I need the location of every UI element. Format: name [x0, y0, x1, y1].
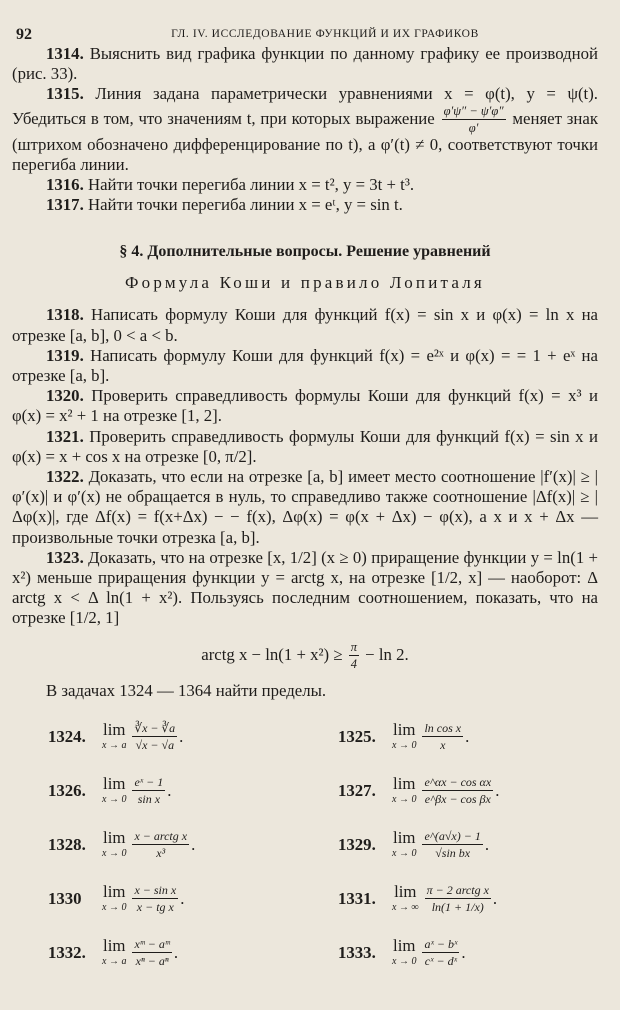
lim-subscript: x → 0	[102, 902, 127, 914]
lim-word: lim	[103, 828, 126, 848]
problem-number: 1325.	[338, 726, 376, 746]
limit-problem-1329: 1329. lim x → 0 $\frac{e\^{}(a√x) - 1}{\text{√sin bx}}$ .	[338, 828, 490, 861]
formula-left: arctg x − ln(1 + x²) ≥	[201, 644, 343, 664]
problem-text: Проверить справедливость формулы Коши для функций f(x) = x³ и φ(x) = x² + 1 на отрезке [1, 2].	[12, 386, 598, 426]
fraction	[422, 830, 482, 859]
fraction-numerator: eˣ − 1	[134, 775, 164, 790]
lim-word: lim	[103, 720, 126, 740]
limit-problem-1332: 1332. lim x → a $\frac{\text{xᵐ − aᵐ}}{\text{xⁿ − aⁿ}}$ .	[48, 936, 179, 969]
problem-text-continued: меняет знак (штрихом обозначено дифференцирование по t), а φ′(t) ≠ 0, соответствуют точки перегиба линии.	[12, 108, 599, 174]
lim-subscript: x → 0	[392, 794, 417, 806]
lim-subscript: x → 0	[102, 794, 127, 806]
problem-1316	[12, 175, 598, 195]
fraction-denominator: e^βx − cos βx	[424, 792, 491, 807]
fraction-numerator: ∛x − ∛a	[134, 721, 176, 736]
fraction-denominator: φ′	[468, 121, 479, 136]
fraction	[132, 884, 178, 913]
problem-1314	[12, 44, 598, 84]
limit-problem-1328: 1328. lim x → 0 $\frac{\text{x − arctg x}}{\text{x³}}$ .	[48, 828, 196, 861]
fraction-denominator: √sin bx	[435, 846, 471, 861]
fraction-denominator: sin x	[137, 792, 161, 807]
limit-problem-1324: 1324. lim x → a $\frac{∛x - ∛a}{√x - √a}$ .	[48, 720, 184, 753]
problem-text: Написать формулу Коши для функций f(x) = e²ˣ и φ(x) = = 1 + eˣ на отрезке [a, b].	[12, 345, 598, 386]
problem-number: 1315.	[46, 84, 84, 104]
lim-operator	[392, 830, 416, 859]
fraction-numerator: x − sin x	[134, 883, 177, 898]
problem-1315	[12, 84, 598, 175]
fraction-numerator: π	[349, 641, 359, 657]
lim-word: lim	[393, 774, 416, 794]
limit-problem-1327: 1327. lim x → 0 $\frac{\text{e\textasciicircum{}αx − cos αx}}{\text{e\textasciicircum{}βx − cos βx}}$ .	[338, 774, 500, 807]
fraction-numerator: x − arctg x	[134, 829, 188, 844]
problem-text: Выяснить вид графика функции по данному графику ее производной (рис. 33).	[12, 44, 598, 84]
fraction	[422, 722, 463, 751]
problem-1321	[12, 427, 598, 467]
problem-1318	[12, 305, 598, 345]
problem-number: 1331.	[338, 888, 376, 908]
fraction-denominator: x − tg x	[136, 900, 174, 915]
section-heading: § 4. Дополнительные вопросы. Решение уравнений	[119, 243, 491, 261]
problem-number: 1323.	[46, 547, 84, 567]
lim-operator	[392, 938, 416, 967]
lim-subscript: x → 0	[102, 848, 127, 860]
problem-number: 1324.	[48, 726, 86, 746]
limit-problem-1325: 1325. lim x → 0 $\frac{\text{ln cos x}}{x}$ .	[338, 720, 470, 753]
problem-text: Проверить справедливость формулы Коши для функций f(x) = sin x и φ(x) = x + cos x на отрезке [0, π/2].	[12, 426, 598, 466]
fraction	[422, 776, 493, 805]
fraction-numerator: π − 2 arctg x	[426, 883, 489, 898]
problem-number: 1329.	[338, 834, 376, 854]
problem-text: Доказать, что если на отрезке [a, b] имеет место соотношение |f′(x)| ≥ |φ′(x)| и φ′(x) не обращается в нуль, то справедливо также соотношение |Δf(x)| ≥ |Δφ(x)|, где Δf(x) = f(x+Δx) − − f(x), Δφ(x) = φ(x + Δx) − φ(x), a x и x + Δx — произвольные точки отрезка [a, b].	[12, 467, 598, 547]
fraction-numerator: aˣ − bˣ	[424, 937, 458, 952]
fraction-numerator: e^(a√x) − 1	[424, 829, 481, 844]
problem-number: 1316.	[46, 175, 84, 195]
problem-number: 1328.	[48, 834, 86, 854]
fraction	[422, 938, 459, 967]
fraction-denominator: xⁿ − aⁿ	[135, 954, 169, 969]
lim-subscript: x → 0	[392, 956, 417, 968]
display-formula	[12, 641, 598, 671]
problem-number: 1320.	[46, 386, 84, 406]
fraction	[132, 830, 189, 859]
problem-1322	[12, 467, 598, 548]
formula-right: − ln 2.	[365, 644, 409, 664]
problem-text: Найти точки перегиба линии x = eᵗ, y = sin t.	[87, 195, 403, 215]
problem-number: 1333.	[338, 942, 376, 962]
limits-intro: В задачах 1324 — 1364 найти пределы.	[46, 680, 327, 700]
problem-1323	[12, 548, 598, 629]
fraction-numerator: xᵐ − aᵐ	[134, 937, 170, 952]
section-subheading: Формула Коши и правило Лопиталя	[125, 273, 485, 293]
problem-1317	[12, 195, 598, 215]
lim-word: lim	[393, 828, 416, 848]
fraction-numerator: ln cos x	[424, 721, 462, 736]
fraction	[349, 641, 359, 671]
problem-text: Написать формулу Коши для функций f(x) = sin x и φ(x) = ln x на отрезке [a, b], 0 < a < b.	[12, 305, 598, 345]
problem-number: 1327.	[338, 780, 376, 800]
lim-operator	[102, 776, 126, 805]
problem-text: Найти точки перегиба линии x = t², y = 3t + t³.	[87, 175, 415, 195]
fraction	[132, 776, 165, 805]
lim-subscript: x → a	[102, 740, 127, 752]
lim-word: lim	[393, 720, 416, 740]
fraction-numerator: e^αx − cos αx	[424, 775, 492, 790]
lim-word: lim	[394, 882, 417, 902]
lim-operator	[102, 884, 126, 913]
fraction-denominator: x	[440, 738, 446, 753]
running-title: ГЛ. IV. ИССЛЕДОВАНИЕ ФУНКЦИЙ И ИХ ГРАФИКОВ	[171, 28, 479, 40]
fraction-numerator: φ′ψ″ − ψ′φ″	[442, 105, 506, 121]
fraction-denominator: √x − √a	[135, 738, 175, 753]
lim-word: lim	[103, 936, 126, 956]
problem-number: 1319.	[46, 345, 84, 365]
lim-word: lim	[393, 936, 416, 956]
fraction	[132, 722, 177, 751]
lim-subscript: x → ∞	[392, 902, 419, 914]
problem-1320	[12, 386, 598, 426]
fraction	[425, 884, 491, 913]
problem-number: 1330	[48, 888, 82, 908]
problem-number: 1318.	[46, 305, 84, 325]
fraction	[132, 938, 171, 967]
lim-subscript: x → 0	[392, 848, 417, 860]
problem-number: 1322.	[46, 467, 84, 487]
limit-problem-1326: 1326. lim x → 0 $\frac{\text{eˣ − 1}}{\text{sin x}}$ .	[48, 774, 172, 807]
lim-operator	[102, 722, 126, 751]
lim-operator	[102, 938, 126, 967]
lim-word: lim	[103, 774, 126, 794]
limit-problem-1330: 1330 lim x → 0 $\frac{\text{x − sin x}}{\text{x − tg x}}$ .	[48, 882, 185, 915]
problem-number: 1317.	[46, 195, 84, 215]
fraction-denominator: cˣ − dˣ	[424, 954, 457, 969]
limit-problem-1331: 1331. lim x → ∞ $\frac{\text{π − 2 arctg x}}{\ln(1 + 1/x)}$ .	[338, 882, 498, 915]
fraction-denominator: 4	[350, 657, 357, 672]
fraction	[442, 105, 506, 135]
problem-text: Линия задана параметрически уравнениями x = φ(t), y = ψ(t). Убедиться в том, что значениям t, при которых выражение	[12, 84, 598, 128]
fraction-denominator: x³	[156, 846, 166, 861]
page-number: 92	[16, 26, 32, 43]
problem-number: 1326.	[48, 780, 86, 800]
problem-number: 1332.	[48, 942, 86, 962]
problem-text: Доказать, что на отрезке [x, 1/2] (x ≥ 0) приращение функции y = ln(1 + x²) меньше приращения функции y = arctg x, на отрезке [1/2, x] — наоборот: Δ arctg x < Δ ln(1 + x²). Пользуясь последним соотношением, показать, что на отрезке [1/2, 1]	[12, 547, 598, 628]
problem-number: 1321.	[46, 426, 84, 446]
limits-grid	[12, 715, 598, 975]
problem-number: 1314.	[46, 44, 84, 63]
lim-word: lim	[103, 882, 126, 902]
lim-operator	[102, 830, 126, 859]
lim-operator	[392, 884, 419, 913]
lim-subscript: x → a	[102, 956, 127, 968]
problem-1319	[12, 346, 598, 386]
page-header	[12, 18, 598, 44]
lim-operator	[392, 722, 416, 751]
fraction-denominator: ln(1 + 1/x)	[431, 900, 484, 915]
limit-problem-1333: 1333. lim x → 0 $\frac{\text{aˣ − bˣ}}{\text{cˣ − dˣ}}$ .	[338, 936, 466, 969]
lim-subscript: x → 0	[392, 740, 417, 752]
lim-operator	[392, 776, 416, 805]
